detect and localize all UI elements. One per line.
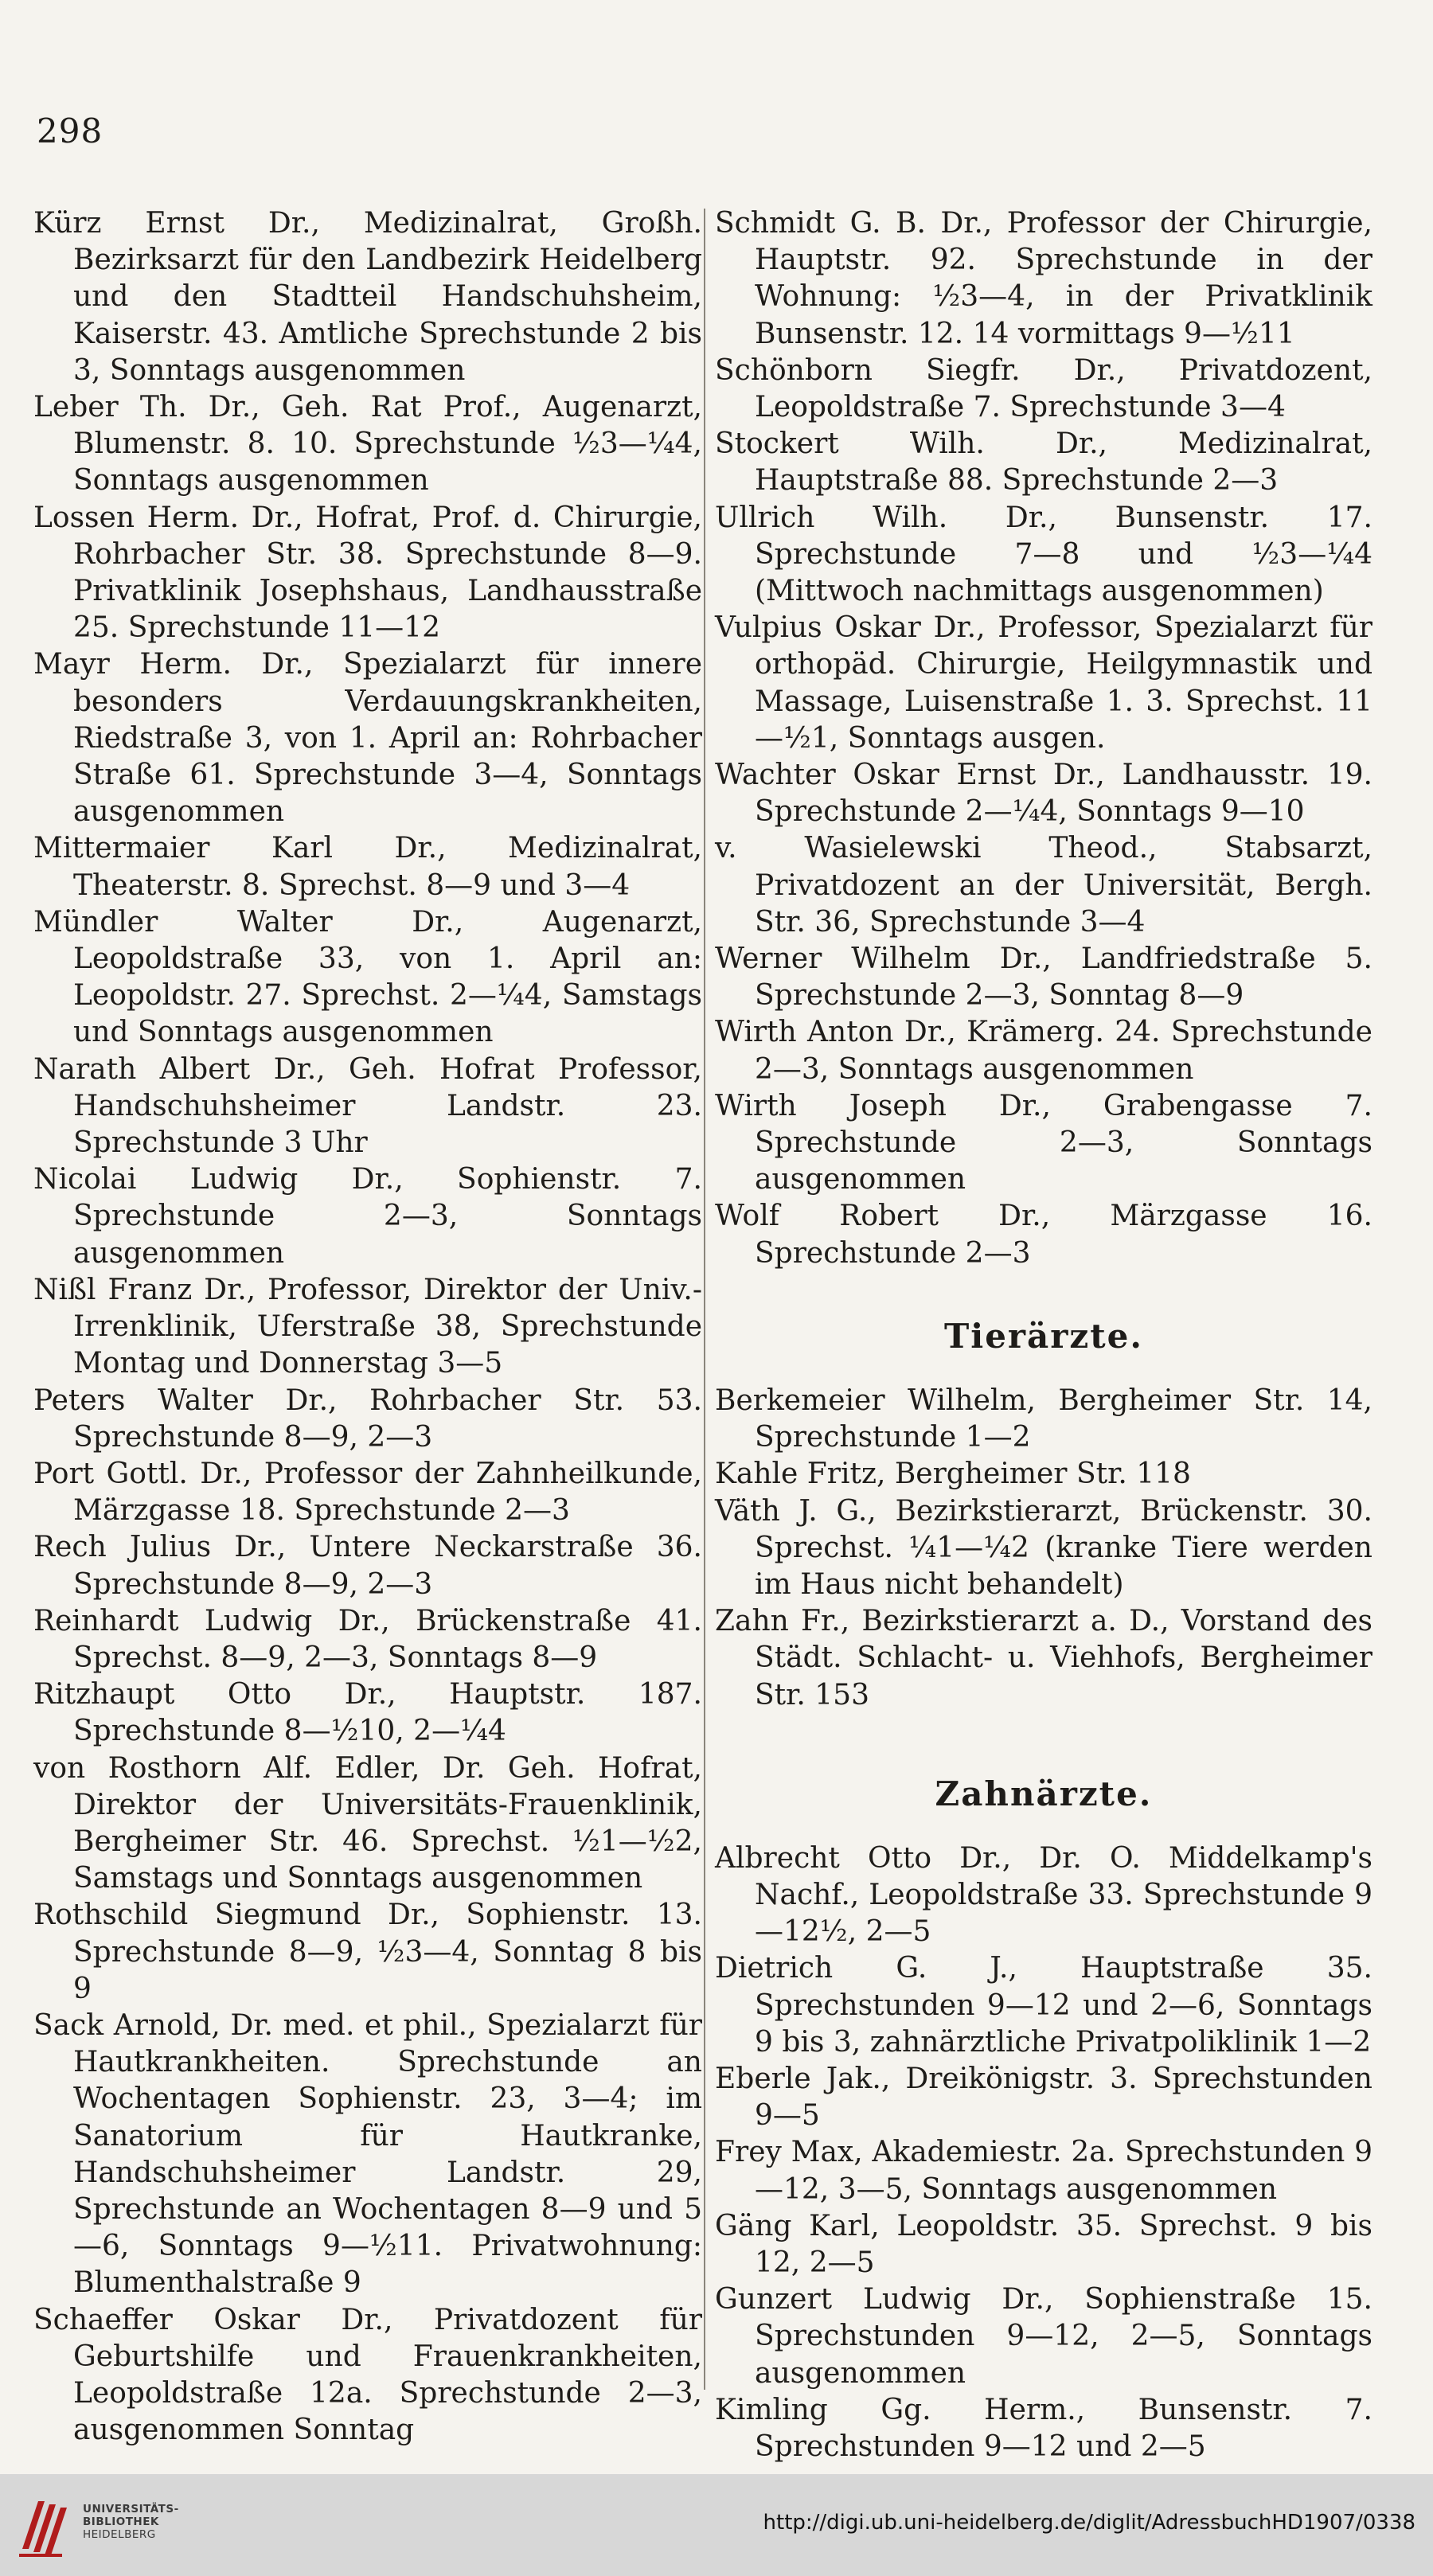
directory-entry: Kimling Gg. Herm., Bunsenstr. 7. Sprechstunden 9—12 und 2—5 (715, 2393, 1372, 2463)
directory-entry: Kahle Fritz, Bergheimer Str. 118 (715, 1458, 1191, 1491)
directory-entry: Rech Julius Dr., Untere Neckarstraße 36. Sprechstunde 8—9, 2—3 (33, 1531, 702, 1601)
library-name-line1: UNIVERSITÄTS- (83, 2503, 179, 2516)
directory-entry: Rothschild Siegmund Dr., Sophienstr. 13. Sprechstunde 8—9, ½3—4, Sonntag 8 bis 9 (33, 1899, 702, 2005)
directory-entry: Ullrich Wilh. Dr., Bunsenstr. 17. Sprechstunde 7—8 und ½3—¼4 (Mittwoch nachmittags ausgenommen) (715, 501, 1372, 608)
directory-entry: Wirth Anton Dr., Krämerg. 24. Sprechstunde 2—3, Sonntags ausgenommen (715, 1016, 1372, 1086)
directory-entry: Väth J. G., Bezirkstierarzt, Brückenstr. 30. Sprechst. ¼1—¼2 (kranke Tiere werden im Haus nicht behandelt) (715, 1494, 1372, 1601)
directory-entry: Mündler Walter Dr., Augenarzt, Leopoldstraße 33, von 1. April an: Leopoldstr. 27. Sprechst. 2—¼4, Samstags und Sonntags ausgenommen (33, 905, 702, 1049)
directory-entry: Mayr Herm. Dr., Spezialarzt für innere besonders Verdauungskrankheiten, Riedstraße 3, von 1. April an: Rohrbacher Straße 61. Sprechstunde 3—4, Sonntags ausgenommen (33, 648, 702, 829)
directory-entry: Stockert Wilh. Dr., Medizinalrat, Hauptstraße 88. Sprechstunde 2—3 (715, 427, 1372, 498)
directory-entry: Nicolai Ludwig Dr., Sophienstr. 7. Sprechstunde 2—3, Sonntags ausgenommen (33, 1163, 702, 1270)
directory-entry: Gäng Karl, Leopoldstr. 35. Sprechst. 9 bis 12, 2—5 (715, 2209, 1372, 2279)
directory-entry: Nißl Franz Dr., Professor, Direktor der Univ.-Irrenklinik, Uferstraße 38, Sprechstunde Montag und Donnerstag 3—5 (33, 1273, 702, 1380)
university-library-logo-icon[interactable] (14, 2493, 76, 2560)
zahnaerzte-list (715, 1840, 1372, 2465)
right-column (715, 205, 1372, 2465)
section-heading-tieraerzte: Tierärzte. (944, 1316, 1143, 1356)
directory-entry: Mittermaier Karl Dr., Medizinalrat, Theaterstr. 8. Sprechst. 8—9 und 3—4 (33, 832, 702, 902)
directory-entry: Peters Walter Dr., Rohrbacher Str. 53. Sprechstunde 8—9, 2—3 (33, 1384, 702, 1454)
viewer-footer (0, 2474, 1433, 2576)
directory-entry: Gunzert Ludwig Dr., Sophienstraße 15. Sprechstunden 9—12, 2—5, Sonntags ausgenommen (715, 2283, 1372, 2390)
directory-entry: Berkemeier Wilhelm, Bergheimer Str. 14, Sprechstunde 1—2 (715, 1384, 1372, 1454)
directory-entry: Port Gottl. Dr., Professor der Zahnheilkunde, Märzgasse 18. Sprechstunde 2—3 (33, 1457, 702, 1528)
directory-entry: Sack Arnold, Dr. med. et phil., Spezialarzt für Hautkrankheiten. Sprechstunde an Wochentagen Sophienstr. 23, 3—4; im Sanatorium für Hautkranke, Handschuhsheimer Landstr. 29, Sprechstunde an Wochentagen 8—9 und 5—6, Sonntags 9—½11. Privatwohnung: Blumenthalstraße 9 (33, 2008, 702, 2300)
directory-entry: Albrecht Otto Dr., Dr. O. Middelkamp's Nachf., Leopoldstraße 33. Sprechstunde 9—12½, 2—5 (715, 1841, 1372, 1949)
directory-entry: Schönborn Siegfr. Dr., Privatdozent, Leopoldstraße 7. Sprechstunde 3—4 (715, 353, 1372, 424)
directory-entry: Zahn Fr., Bezirkstierarzt a. D., Vorstand des Städt. Schlacht- u. Viehhofs, Bergheimer Str. 153 (715, 1605, 1372, 1711)
directory-entry: Wachter Oskar Ernst Dr., Landhausstr. 19. Sprechstunde 2—¼4, Sonntags 9—10 (715, 759, 1372, 829)
directory-entry: Eberle Jak., Dreikönigstr. 3. Sprechstunden 9—5 (715, 2062, 1372, 2133)
directory-entry: Wirth Joseph Dr., Grabengasse 7. Sprechstunde 2—3, Sonntags ausgenommen (715, 1089, 1372, 1196)
library-name (83, 2503, 179, 2541)
directory-entry: Wolf Robert Dr., Märzgasse 16. Sprechstunde 2—3 (715, 1200, 1372, 1270)
directory-entry: Leber Th. Dr., Geh. Rat Prof., Augenarzt, Blumenstr. 8. 10. Sprechstunde ½3—¼4, Sonntags ausgenommen (33, 391, 702, 498)
library-name-line3: HEIDELBERG (83, 2528, 156, 2541)
source-url-link[interactable]: http://digi.ub.uni-heidelberg.de/diglit/AdressbuchHD1907/0338 (763, 2511, 1415, 2535)
directory-entry: von Rosthorn Alf. Edler, Dr. Geh. Hofrat, Direktor der Universitäts-Frauenklinik, Bergheimer Str. 46. Sprechst. ½1—½2, Samstags und Sonntags ausgenommen (33, 1751, 702, 1895)
directory-entry: Vulpius Oskar Dr., Professor, Spezialarzt für orthopäd. Chirurgie, Heilgymnastik und Massage, Luisenstraße 1. 3. Sprechst. 11—½1, Sonntags ausgen. (715, 611, 1372, 755)
column-divider (704, 209, 705, 2390)
left-column (33, 205, 702, 2449)
section-heading-zahnaerzte: Zahnärzte. (935, 1774, 1153, 1813)
directory-entry: Dietrich G. J., Hauptstraße 35. Sprechstunden 9—12 und 2—6, Sonntags 9 bis 3, zahnärztliche Privatpoliklinik 1—2 (715, 1952, 1372, 2059)
directory-entry: v. Wasielewski Theod., Stabsarzt, Privatdozent an der Universität, Bergh. Str. 36, Sprechstunde 3—4 (715, 832, 1372, 939)
directory-entry: Schmidt G. B. Dr., Professor der Chirurgie, Hauptstr. 92. Sprechstunde in der Wohnung: ½3—4, in der Privatklinik Bunsenstr. 12. 14 vormittags 9—½11 (715, 207, 1372, 350)
directory-entry: Ritzhaupt Otto Dr., Hauptstr. 187. Sprechstunde 8—½10, 2—¼4 (33, 1678, 702, 1748)
directory-entry: Kürz Ernst Dr., Medizinalrat, Großh. Bezirksarzt für den Landbezirk Heidelberg und den Stadtteil Handschuhsheim, Kaiserstr. 43. Amtliche Sprechstunde 2 bis 3, Sonntags ausgenommen (33, 207, 702, 387)
directory-entry: Reinhardt Ludwig Dr., Brückenstraße 41. Sprechst. 8—9, 2—3, Sonntags 8—9 (33, 1604, 702, 1674)
right-entries (715, 205, 1372, 1272)
directory-entry: Frey Max, Akademiestr. 2a. Sprechstunden 9—12, 3—5, Sonntags ausgenommen (715, 2136, 1372, 2206)
directory-entry: Narath Albert Dr., Geh. Hofrat Professor, Handschuhsheimer Landstr. 23. Sprechstunde 3 Uhr (33, 1052, 702, 1160)
tieraerzte-list (715, 1383, 1372, 1714)
directory-entry: Schaeffer Oskar Dr., Privatdozent für Geburtshilfe und Frauenkrankheiten, Leopoldstraße 12a. Sprechstunde 2—3, ausgenommen Sonntag (33, 2303, 702, 2447)
library-name-line2: BIBLIOTHEK (83, 2516, 159, 2528)
directory-entry: Lossen Herm. Dr., Hofrat, Prof. d. Chirurgie, Rohrbacher Str. 38. Sprechstunde 8—9. Privatklinik Josephshaus, Landhausstraße 25. Sprechstunde 11—12 (33, 501, 702, 645)
directory-entry: Werner Wilhelm Dr., Landfriedstraße 5. Sprechstunde 2—3, Sonntag 8—9 (715, 943, 1372, 1013)
page-number: 298 (37, 111, 103, 150)
